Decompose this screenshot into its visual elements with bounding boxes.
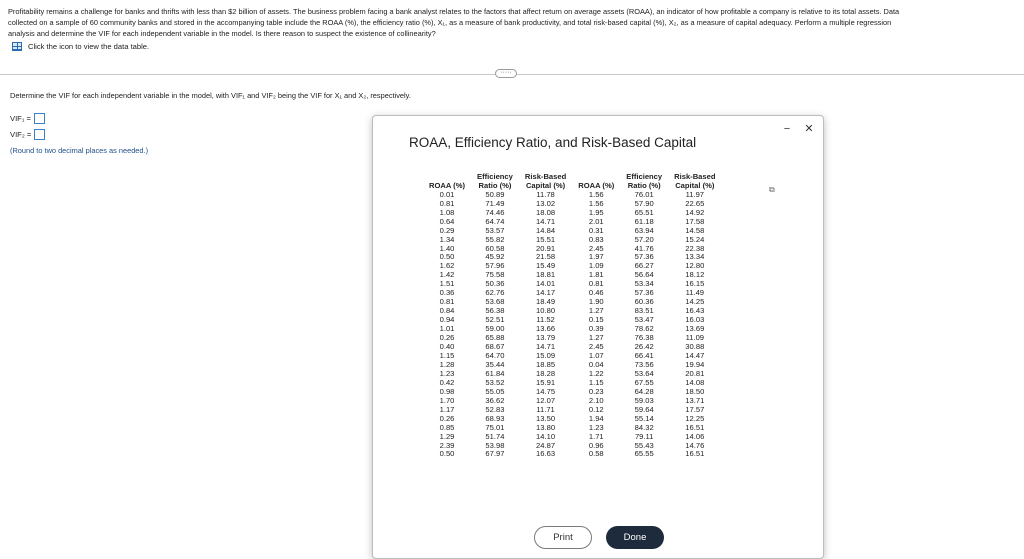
roaa-cell: 1.95 [588, 207, 604, 217]
risk-capital-cell: 17.57 [685, 404, 705, 414]
table-body [423, 191, 722, 460]
roaa-cell: 0.85 [439, 422, 455, 432]
table-row [423, 388, 722, 397]
roaa-cell: 1.97 [588, 252, 604, 262]
table-row [423, 397, 722, 406]
table-row [423, 406, 722, 415]
efficiency-cell: 45.92 [485, 252, 505, 262]
risk-capital-cell: 30.88 [685, 342, 705, 352]
vif2-input[interactable] [34, 129, 45, 140]
roaa-cell: 2.45 [588, 342, 604, 352]
window-controls [781, 123, 815, 135]
risk-capital-cell: 16.03 [685, 315, 705, 325]
risk-capital-cell: 13.34 [685, 252, 705, 262]
efficiency-cell: 50.36 [485, 279, 505, 289]
roaa-cell: 1.23 [439, 368, 455, 378]
risk-capital-cell: 14.71 [536, 216, 556, 226]
roaa-cell: 1.27 [588, 333, 604, 343]
risk-header-bottom: Capital (%) [675, 181, 715, 191]
problem-line-3: analysis and determine the VIF for each independent variable in the model. Is there reason to suspect the existence of collinearity? [8, 29, 436, 38]
roaa-cell: 0.94 [439, 315, 455, 325]
efficiency-header-top: Efficiency [477, 172, 513, 181]
data-table-link[interactable] [12, 42, 149, 51]
efficiency-cell: 83.51 [634, 306, 654, 316]
efficiency-cell: 78.62 [634, 324, 654, 334]
roaa-cell: 1.81 [588, 270, 604, 280]
minimize-button[interactable]: − [783, 123, 791, 135]
risk-header-top: Risk-Based [524, 172, 567, 181]
roaa-cell: 0.83 [588, 234, 604, 244]
table-row [423, 245, 722, 254]
efficiency-cell: 66.41 [634, 350, 654, 360]
roaa-cell: 0.26 [439, 333, 455, 343]
table-row [423, 352, 722, 361]
risk-capital-cell: 18.08 [536, 207, 556, 217]
risk-capital-cell: 14.01 [536, 279, 556, 289]
roaa-cell: 1.29 [439, 431, 455, 441]
risk-capital-cell: 13.71 [685, 395, 705, 405]
efficiency-header-top: Efficiency [626, 172, 663, 181]
dialog-title: ROAA, Efficiency Ratio, and Risk-Based Capital [409, 135, 697, 150]
efficiency-cell: 59.03 [634, 395, 654, 405]
vif1-row [10, 113, 45, 124]
efficiency-cell: 35.44 [485, 359, 505, 369]
expand-toggle-button[interactable]: ····· [495, 69, 517, 78]
efficiency-cell: 53.64 [634, 368, 654, 378]
risk-capital-cell: 15.91 [536, 377, 556, 387]
efficiency-cell: 84.32 [634, 422, 654, 432]
risk-capital-cell: 22.65 [685, 198, 705, 208]
table-row [423, 227, 722, 236]
roaa-cell: 1.17 [439, 404, 455, 414]
efficiency-cell: 62.76 [485, 288, 505, 298]
vif1-label: VIF₁ = [10, 114, 31, 123]
efficiency-cell: 56.64 [634, 270, 654, 280]
efficiency-header-bottom: Ratio (%) [478, 181, 512, 191]
data-table-dialog [372, 115, 824, 559]
risk-capital-cell: 16.43 [685, 306, 705, 316]
table-row [423, 200, 722, 209]
efficiency-cell: 63.94 [634, 225, 654, 235]
close-icon[interactable]: ✕ [804, 123, 814, 135]
risk-capital-cell: 14.25 [685, 297, 705, 307]
roaa-cell: 0.23 [588, 386, 604, 396]
roaa-cell: 1.15 [439, 350, 455, 360]
print-button[interactable]: Print [534, 526, 592, 549]
risk-capital-cell: 11.52 [536, 315, 555, 325]
efficiency-cell: 26.42 [634, 342, 654, 352]
efficiency-cell: 76.01 [634, 189, 654, 199]
roaa-cell: 1.40 [439, 243, 455, 253]
risk-capital-cell: 15.49 [536, 261, 556, 271]
efficiency-cell: 75.01 [485, 422, 505, 432]
efficiency-cell: 74.46 [485, 207, 505, 217]
vif2-label: VIF₂ = [10, 130, 32, 139]
roaa-cell: 1.15 [588, 377, 604, 387]
roaa-cell: 1.34 [439, 234, 455, 244]
roaa-cell: 1.07 [588, 350, 604, 360]
efficiency-cell: 57.90 [634, 198, 654, 208]
roaa-cell: 1.56 [588, 189, 604, 199]
risk-capital-cell: 11.49 [685, 288, 705, 298]
efficiency-cell: 57.36 [634, 288, 654, 298]
efficiency-cell: 50.89 [485, 189, 505, 199]
risk-capital-cell: 13.66 [536, 324, 556, 334]
table-row [423, 191, 722, 200]
roaa-cell: 2.10 [588, 395, 604, 405]
roaa-cell: 0.29 [439, 225, 455, 235]
efficiency-cell: 53.98 [485, 440, 505, 450]
table-row [423, 424, 722, 433]
risk-capital-cell: 15.24 [685, 234, 705, 244]
risk-capital-cell: 13.02 [536, 198, 556, 208]
efficiency-cell: 60.36 [634, 297, 654, 307]
risk-capital-cell: 14.47 [685, 350, 705, 360]
risk-capital-cell: 15.09 [536, 350, 556, 360]
risk-capital-cell: 14.76 [685, 440, 705, 450]
efficiency-header-bottom: Ratio (%) [627, 181, 661, 191]
risk-capital-cell: 12.80 [685, 261, 705, 271]
roaa-cell: 1.70 [439, 395, 455, 405]
efficiency-cell: 76.38 [634, 333, 654, 343]
risk-capital-cell: 14.17 [536, 288, 556, 298]
risk-capital-cell: 13.69 [685, 324, 705, 334]
roaa-cell: 1.22 [588, 368, 604, 378]
roaa-header: ROAA (%) [429, 181, 465, 191]
risk-capital-cell: 12.25 [685, 413, 705, 423]
efficiency-cell: 55.82 [485, 234, 505, 244]
roaa-cell: 1.71 [588, 431, 604, 441]
risk-capital-cell: 22.38 [685, 243, 705, 253]
roaa-cell: 0.31 [588, 225, 604, 235]
roaa-cell: 0.96 [588, 440, 604, 450]
risk-capital-cell: 13.80 [536, 422, 556, 432]
roaa-cell: 2.01 [588, 216, 604, 226]
roaa-cell: 0.81 [439, 297, 455, 307]
roaa-cell: 0.15 [588, 315, 604, 325]
roaa-cell: 0.46 [588, 288, 604, 298]
table-row [423, 361, 722, 370]
roaa-cell: 1.01 [439, 324, 455, 334]
copy-icon[interactable]: ⧉ [769, 185, 775, 194]
risk-capital-cell: 14.58 [685, 225, 705, 235]
table-row [423, 316, 722, 325]
vif2-row [10, 129, 45, 140]
risk-capital-cell: 14.75 [536, 386, 556, 396]
risk-header-top: Risk-Based [674, 172, 716, 181]
risk-capital-cell: 18.50 [685, 386, 705, 396]
risk-capital-cell: 14.08 [685, 377, 705, 387]
problem-line-2: collected on a sample of 60 community banks and stored in the accompanying table include the ROAA (%), the efficiency ratio (%), X₁, as a measure of bank productivity, and total risk-based capital (%), X₂, as a measure of capital adequacy. Perform a multiple regression [8, 18, 892, 27]
table-row [423, 262, 722, 271]
efficiency-cell: 52.83 [485, 404, 505, 414]
risk-capital-cell: 12.07 [536, 395, 556, 405]
table-row [423, 271, 722, 280]
roaa-cell: 0.36 [439, 288, 455, 298]
table-row [423, 343, 722, 352]
roaa-cell: 1.94 [588, 413, 604, 423]
roaa-cell: 0.01 [439, 189, 455, 199]
efficiency-cell: 36.62 [485, 395, 505, 405]
efficiency-cell: 66.27 [634, 261, 654, 271]
efficiency-cell: 53.34 [634, 279, 654, 289]
efficiency-cell: 41.76 [634, 243, 654, 253]
roaa-cell: 0.81 [588, 279, 604, 289]
roaa-cell: 0.64 [439, 216, 455, 226]
roaa-cell: 1.09 [588, 261, 604, 271]
table-row [423, 280, 722, 289]
risk-capital-cell: 21.58 [536, 252, 556, 262]
risk-capital-cell: 24.87 [536, 440, 556, 450]
efficiency-cell: 64.74 [485, 216, 505, 226]
efficiency-cell: 61.84 [485, 368, 505, 378]
question-text: Determine the VIF for each independent variable in the model, with VIF₁ and VIF₂ being the VIF for X₁ and X₂, respectively. [10, 91, 411, 100]
table-row [423, 450, 722, 459]
roaa-cell: 0.50 [439, 449, 455, 459]
efficiency-cell: 67.55 [634, 377, 654, 387]
roaa-cell: 0.50 [439, 252, 455, 262]
data-table [423, 172, 722, 459]
table-row [423, 334, 722, 343]
risk-capital-cell: 11.09 [685, 333, 705, 343]
risk-capital-cell: 17.58 [685, 216, 705, 226]
table-row [423, 253, 722, 262]
table-row [423, 379, 722, 388]
header-row-bottom [423, 181, 722, 190]
roaa-cell: 1.27 [588, 306, 604, 316]
risk-capital-cell: 13.50 [536, 413, 556, 423]
risk-capital-cell: 14.06 [685, 431, 705, 441]
risk-capital-cell: 15.51 [536, 234, 556, 244]
efficiency-cell: 55.14 [634, 413, 654, 423]
efficiency-cell: 53.68 [485, 297, 505, 307]
efficiency-cell: 79.11 [634, 431, 654, 441]
risk-capital-cell: 14.71 [536, 342, 556, 352]
efficiency-cell: 59.00 [485, 324, 505, 334]
efficiency-cell: 67.97 [485, 449, 505, 459]
risk-capital-cell: 11.97 [685, 189, 705, 199]
efficiency-cell: 64.70 [485, 350, 505, 360]
roaa-cell: 0.81 [439, 198, 455, 208]
efficiency-cell: 59.64 [634, 404, 654, 414]
efficiency-cell: 65.55 [634, 449, 654, 459]
vif1-input[interactable] [34, 113, 45, 124]
risk-capital-cell: 16.63 [536, 449, 556, 459]
efficiency-cell: 73.56 [634, 359, 654, 369]
risk-capital-cell: 19.94 [685, 359, 705, 369]
risk-capital-cell: 14.84 [536, 225, 556, 235]
risk-capital-cell: 16.15 [685, 279, 705, 289]
roaa-cell: 0.40 [439, 342, 455, 352]
roaa-cell: 0.12 [588, 404, 604, 414]
efficiency-cell: 64.28 [634, 386, 654, 396]
risk-capital-cell: 10.80 [536, 306, 556, 316]
table-row [423, 442, 722, 451]
efficiency-cell: 61.18 [634, 216, 654, 226]
efficiency-cell: 57.36 [634, 252, 654, 262]
table-icon[interactable] [12, 42, 22, 51]
risk-capital-cell: 18.12 [685, 270, 705, 280]
risk-capital-cell: 18.49 [536, 297, 556, 307]
problem-line-1: Profitability remains a challenge for banks and thrifts with less than $2 billion of assets. The business problem facing a bank analyst relates to the factors that affect return on average assets (ROAA), an indicator of how profitable a company is relative to its total assets. Data [8, 7, 900, 16]
roaa-cell: 1.51 [439, 279, 455, 289]
efficiency-cell: 68.93 [485, 413, 505, 423]
risk-capital-cell: 13.79 [536, 333, 556, 343]
table-row [423, 307, 722, 316]
roaa-cell: 1.42 [439, 270, 455, 280]
data-table-link-text[interactable]: Click the icon to view the data table. [28, 42, 150, 51]
table-row [423, 236, 722, 245]
efficiency-cell: 71.49 [485, 198, 505, 208]
roaa-cell: 1.62 [439, 261, 455, 271]
risk-capital-cell: 16.51 [685, 422, 705, 432]
problem-statement [8, 6, 1018, 39]
header-row-top [423, 172, 722, 181]
roaa-cell: 1.56 [588, 198, 604, 208]
efficiency-cell: 65.88 [485, 333, 505, 343]
roaa-cell: 1.90 [588, 297, 604, 307]
roaa-cell: 0.04 [588, 359, 604, 369]
roaa-cell: 1.28 [439, 359, 455, 369]
done-button[interactable]: Done [606, 526, 664, 549]
table-row [423, 289, 722, 298]
efficiency-cell: 55.05 [485, 386, 505, 396]
risk-capital-cell: 20.81 [685, 368, 705, 378]
risk-capital-cell: 11.78 [536, 189, 555, 199]
roaa-cell: 0.84 [439, 306, 455, 316]
table-row [423, 209, 722, 218]
efficiency-cell: 53.57 [485, 225, 505, 235]
efficiency-cell: 51.74 [485, 431, 505, 441]
roaa-cell: 2.45 [588, 243, 604, 253]
efficiency-cell: 68.67 [485, 342, 505, 352]
efficiency-cell: 57.96 [485, 261, 505, 271]
roaa-cell: 0.39 [588, 324, 604, 334]
table-row [423, 433, 722, 442]
efficiency-cell: 75.58 [485, 270, 505, 280]
efficiency-cell: 56.38 [485, 306, 505, 316]
risk-capital-cell: 18.85 [536, 359, 556, 369]
risk-header-bottom: Capital (%) [525, 181, 566, 191]
table-row [423, 325, 722, 334]
risk-capital-cell: 18.81 [536, 270, 556, 280]
efficiency-cell: 53.52 [485, 377, 505, 387]
efficiency-cell: 65.51 [634, 207, 654, 217]
table-row [423, 218, 722, 227]
roaa-cell: 0.98 [439, 386, 455, 396]
rounding-hint: (Round to two decimal places as needed.) [10, 146, 149, 155]
table-row [423, 298, 722, 307]
roaa-cell: 2.39 [439, 440, 455, 450]
risk-capital-cell: 18.28 [536, 368, 556, 378]
risk-capital-cell: 14.10 [536, 431, 556, 441]
efficiency-cell: 52.51 [485, 315, 505, 325]
efficiency-cell: 53.47 [634, 315, 654, 325]
table-row [423, 415, 722, 424]
risk-capital-cell: 20.91 [536, 243, 556, 253]
efficiency-cell: 60.58 [485, 243, 505, 253]
risk-capital-cell: 14.92 [685, 207, 705, 217]
roaa-cell: 1.08 [439, 207, 455, 217]
risk-capital-cell: 16.51 [685, 449, 705, 459]
roaa-cell: 0.26 [439, 413, 455, 423]
risk-capital-cell: 11.71 [536, 404, 555, 414]
efficiency-cell: 57.20 [634, 234, 654, 244]
table-row [423, 370, 722, 379]
efficiency-cell: 55.43 [634, 440, 654, 450]
roaa-cell: 0.42 [439, 377, 455, 387]
roaa-cell: 1.23 [588, 422, 604, 432]
roaa-header: ROAA (%) [578, 181, 615, 191]
roaa-cell: 0.58 [588, 449, 604, 459]
